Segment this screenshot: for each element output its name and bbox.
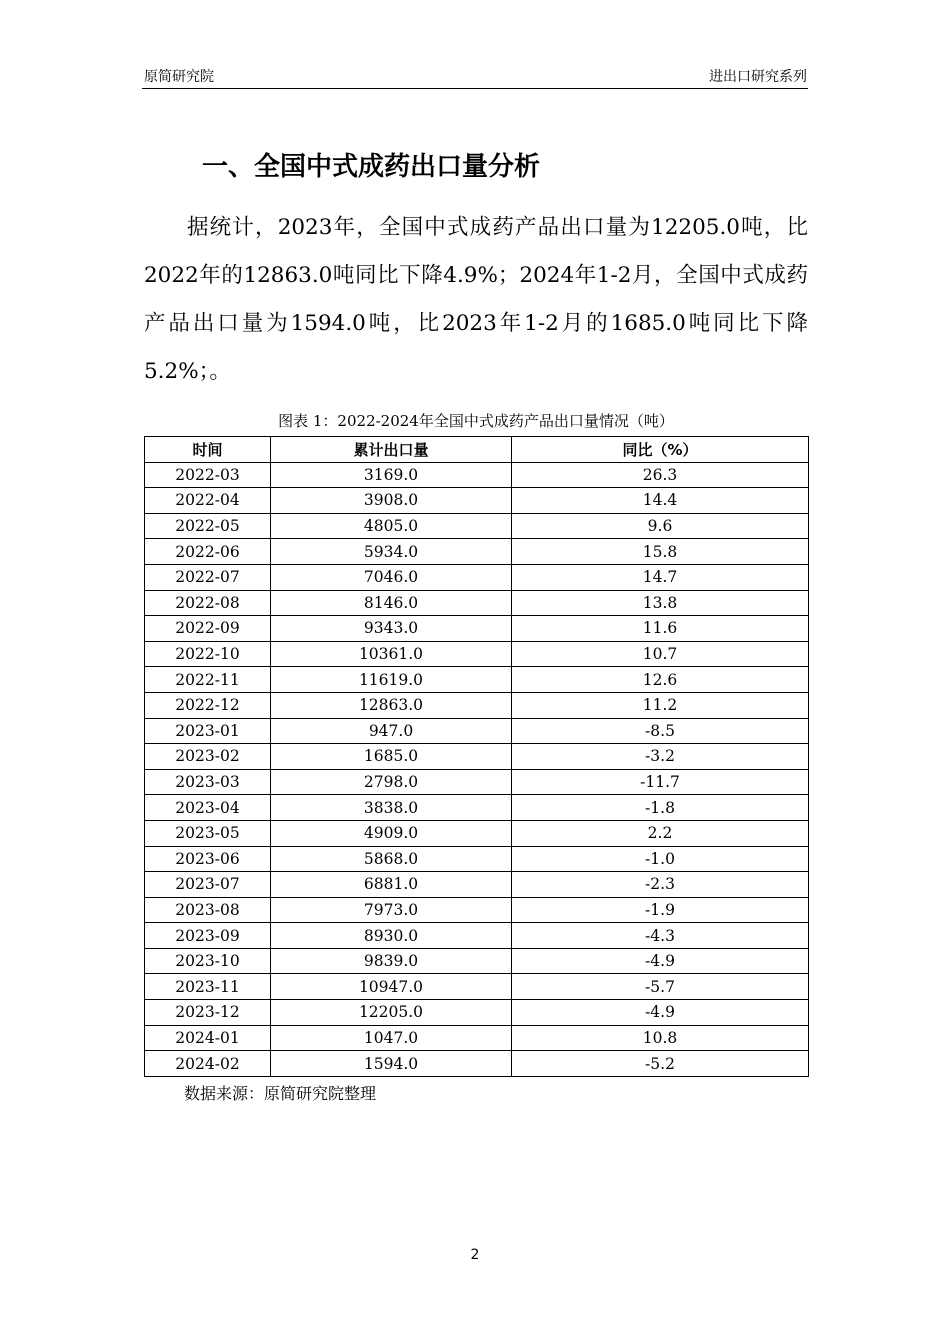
table-body: [145, 462, 809, 1076]
cell-time: 2022-09: [145, 616, 271, 642]
table-row: [145, 1000, 809, 1026]
cell-cumulative-export: 6881.0: [271, 872, 512, 898]
cell-cumulative-export: 11619.0: [271, 667, 512, 693]
cell-yoy-percent: 12.6: [512, 667, 809, 693]
table-row: [145, 820, 809, 846]
table-row: [145, 1051, 809, 1077]
cell-time: 2023-04: [145, 795, 271, 821]
cell-cumulative-export: 8146.0: [271, 590, 512, 616]
cell-time: 2022-07: [145, 564, 271, 590]
cell-time: 2023-02: [145, 744, 271, 770]
cell-time: 2023-10: [145, 948, 271, 974]
cell-cumulative-export: 12863.0: [271, 692, 512, 718]
table-row: [145, 590, 809, 616]
cell-time: 2023-01: [145, 718, 271, 744]
table-row: [145, 872, 809, 898]
table-row: [145, 974, 809, 1000]
table-row: [145, 488, 809, 514]
cell-cumulative-export: 10361.0: [271, 641, 512, 667]
cell-cumulative-export: 947.0: [271, 718, 512, 744]
cell-yoy-percent: -1.0: [512, 846, 809, 872]
cell-cumulative-export: 3908.0: [271, 488, 512, 514]
table-row: [145, 462, 809, 488]
table-row: [145, 897, 809, 923]
cell-yoy-percent: -4.3: [512, 923, 809, 949]
cell-cumulative-export: 1594.0: [271, 1051, 512, 1077]
cell-yoy-percent: 11.6: [512, 616, 809, 642]
cell-yoy-percent: -2.3: [512, 872, 809, 898]
cell-yoy-percent: -4.9: [512, 1000, 809, 1026]
table-row: [145, 692, 809, 718]
table-row: [145, 513, 809, 539]
data-source-note: 数据来源：原简研究院整理: [184, 1084, 377, 1103]
cell-yoy-percent: 14.4: [512, 488, 809, 514]
cell-yoy-percent: -11.7: [512, 769, 809, 795]
cell-time: 2023-03: [145, 769, 271, 795]
table-row: [145, 718, 809, 744]
table-caption: 图表 1：2022-2024年全国中式成药产品出口量情况（吨）: [278, 412, 674, 430]
body-paragraph: 据统计，2023年，全国中式成药产品出口量为12205.0吨，比2022年的12863.0吨同比下降4.9%；2024年1-2月，全国中式成药产品出口量为1594.0吨，比2023年1-2月的1685.0吨同比下降5.2%；。: [144, 215, 808, 384]
cell-cumulative-export: 12205.0: [271, 1000, 512, 1026]
section-title: 一、全国中式成药出口量分析: [202, 152, 541, 182]
cell-cumulative-export: 5934.0: [271, 539, 512, 565]
table-header-row: [145, 437, 809, 463]
cell-time: 2024-01: [145, 1025, 271, 1051]
cell-cumulative-export: 9343.0: [271, 616, 512, 642]
table-row: [145, 1025, 809, 1051]
table-row: [145, 539, 809, 565]
cell-cumulative-export: 5868.0: [271, 846, 512, 872]
cell-cumulative-export: 4805.0: [271, 513, 512, 539]
cell-time: 2022-08: [145, 590, 271, 616]
cell-yoy-percent: 9.6: [512, 513, 809, 539]
cell-yoy-percent: -1.8: [512, 795, 809, 821]
column-header-cumulative-export: 累计出口量: [271, 437, 512, 463]
cell-time: 2023-11: [145, 974, 271, 1000]
cell-cumulative-export: 8930.0: [271, 923, 512, 949]
cell-yoy-percent: 10.8: [512, 1025, 809, 1051]
cell-time: 2023-09: [145, 923, 271, 949]
cell-yoy-percent: 14.7: [512, 564, 809, 590]
cell-time: 2024-02: [145, 1051, 271, 1077]
cell-cumulative-export: 2798.0: [271, 769, 512, 795]
cell-yoy-percent: -8.5: [512, 718, 809, 744]
cell-time: 2022-11: [145, 667, 271, 693]
cell-cumulative-export: 4909.0: [271, 820, 512, 846]
cell-yoy-percent: -5.2: [512, 1051, 809, 1077]
cell-cumulative-export: 10947.0: [271, 974, 512, 1000]
cell-time: 2023-06: [145, 846, 271, 872]
cell-cumulative-export: 7046.0: [271, 564, 512, 590]
cell-time: 2022-06: [145, 539, 271, 565]
cell-yoy-percent: 13.8: [512, 590, 809, 616]
cell-yoy-percent: -1.9: [512, 897, 809, 923]
table-row: [145, 667, 809, 693]
column-header-time: 时间: [145, 437, 271, 463]
cell-time: 2023-05: [145, 820, 271, 846]
cell-cumulative-export: 1047.0: [271, 1025, 512, 1051]
cell-yoy-percent: 11.2: [512, 692, 809, 718]
cell-yoy-percent: 10.7: [512, 641, 809, 667]
cell-yoy-percent: -3.2: [512, 744, 809, 770]
header-divider: [142, 88, 808, 89]
cell-time: 2022-05: [145, 513, 271, 539]
cell-yoy-percent: -5.7: [512, 974, 809, 1000]
cell-cumulative-export: 7973.0: [271, 897, 512, 923]
cell-time: 2023-07: [145, 872, 271, 898]
table-row: [145, 948, 809, 974]
table-row: [145, 923, 809, 949]
cell-yoy-percent: 15.8: [512, 539, 809, 565]
cell-time: 2023-08: [145, 897, 271, 923]
table-row: [145, 616, 809, 642]
cell-cumulative-export: 3838.0: [271, 795, 512, 821]
header-org-name: 原简研究院: [144, 69, 214, 85]
cell-time: 2022-12: [145, 692, 271, 718]
column-header-yoy: 同比（%）: [512, 437, 809, 463]
cell-cumulative-export: 9839.0: [271, 948, 512, 974]
cell-time: 2022-04: [145, 488, 271, 514]
table-row: [145, 744, 809, 770]
table-row: [145, 564, 809, 590]
cell-yoy-percent: 26.3: [512, 462, 809, 488]
table-row: [145, 769, 809, 795]
cell-time: 2023-12: [145, 1000, 271, 1026]
table-row: [145, 846, 809, 872]
cell-cumulative-export: 3169.0: [271, 462, 512, 488]
table-row: [145, 641, 809, 667]
cell-time: 2022-10: [145, 641, 271, 667]
cell-time: 2022-03: [145, 462, 271, 488]
cell-yoy-percent: 2.2: [512, 820, 809, 846]
page-number: 2: [470, 1247, 480, 1263]
cell-yoy-percent: -4.9: [512, 948, 809, 974]
header-series-name: 进出口研究系列: [709, 69, 807, 85]
export-volume-table: [144, 436, 809, 1077]
table-row: [145, 795, 809, 821]
cell-cumulative-export: 1685.0: [271, 744, 512, 770]
